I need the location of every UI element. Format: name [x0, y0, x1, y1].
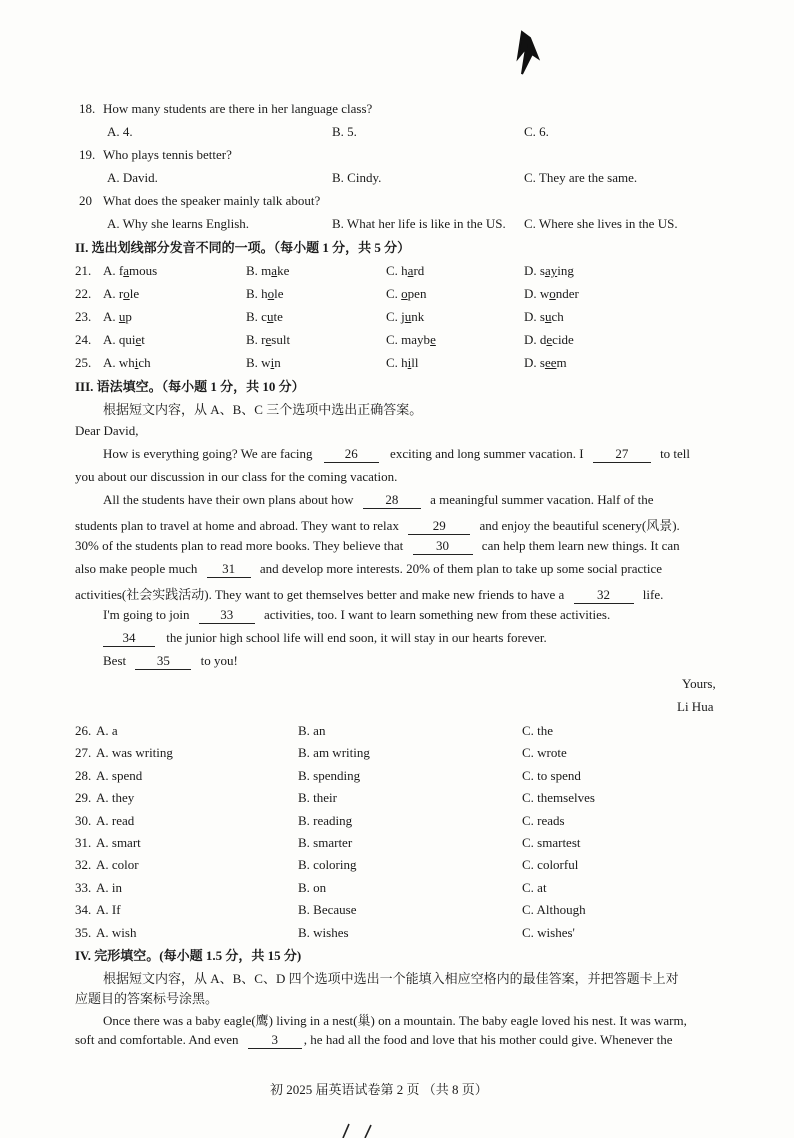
cloze-instruction: 根据短文内容，从 A、B、C、D 四个选项中选出一个能填入相应空格内的最佳答案，并把答题卡上对: [103, 971, 679, 986]
text: life.: [642, 587, 664, 602]
blank-26[interactable]: 26: [324, 446, 379, 463]
question-19: [0, 145, 794, 165]
option-c: C. wrote: [522, 745, 567, 761]
option-c: C. 6.: [524, 124, 549, 139]
text: , he had all the food and love that his mother could give. Whenever the: [303, 1032, 673, 1047]
option-c: C. smartest: [522, 835, 581, 850]
cloze-paragraph-line: Once there was a baby eagle(鹰) living in a nest(巢) on a mountain. The baby eagle loved his nest. It was warm,: [103, 1013, 687, 1028]
letter-closing: Yours,: [682, 676, 716, 691]
question-number: 19.: [79, 147, 96, 162]
question-18: [0, 99, 794, 119]
option-b: B. smarter: [298, 835, 353, 850]
option-a: A. role: [103, 286, 140, 301]
letter-line: [103, 607, 610, 624]
option-c: C. reads: [522, 812, 565, 828]
text: the junior high school life will end soon, it will stay in our hearts forever.: [166, 630, 547, 645]
text: I'm going to join: [103, 607, 190, 622]
question-number: 25.: [75, 355, 92, 370]
letter-line: [103, 630, 547, 647]
option-b: B. hole: [246, 286, 284, 301]
question-number: 29.: [75, 790, 92, 806]
option-a: A. wish: [96, 924, 137, 940]
question-number: 20: [79, 193, 92, 208]
blank-28[interactable]: 28: [363, 492, 421, 509]
option-c: C. open: [386, 286, 427, 301]
letter-line: you about our discussion in our class for the coming vacation.: [75, 469, 398, 484]
option-c: C. to spend: [522, 767, 581, 783]
question-text: What does the speaker mainly talk about?: [103, 193, 321, 208]
option-b: B. reading: [298, 812, 353, 828]
option-c: C. wishes': [522, 924, 575, 940]
letter-line: [103, 446, 690, 463]
text: and develop more interests. 20% of them plan to take up some social practice: [259, 561, 663, 576]
option-b: B. 5.: [332, 124, 357, 139]
blank-31[interactable]: 31: [207, 561, 251, 578]
blank-27[interactable]: 27: [593, 446, 651, 463]
option-a: A. famous: [103, 263, 158, 278]
letter-line: [75, 515, 680, 535]
option-d: D. seem: [524, 355, 567, 370]
question-text: Who plays tennis better?: [103, 147, 232, 162]
blank-30[interactable]: 30: [413, 538, 473, 555]
grammar-option-row: [0, 811, 794, 831]
option-c: C. hill: [386, 355, 419, 370]
option-c: C. Although: [522, 902, 586, 918]
option-b: B. an: [298, 723, 326, 738]
text: exciting and long summer vacation. I: [390, 446, 584, 461]
grammar-option-row: [0, 721, 794, 741]
question-number: 33.: [75, 879, 92, 895]
option-c: C. hard: [386, 263, 425, 278]
text: Best: [103, 653, 127, 668]
option-a: A. Why she learns English.: [107, 216, 250, 231]
text: How is everything going? We are facing: [103, 446, 313, 461]
options-20: [0, 214, 794, 234]
option-a: A. they: [96, 790, 135, 806]
option-b: B. cute: [246, 309, 283, 324]
option-c: C. maybe: [386, 332, 436, 347]
question-number: 34.: [75, 902, 92, 918]
question-number: 26.: [75, 723, 92, 738]
blank-3[interactable]: 3: [248, 1032, 302, 1049]
letter-line: [75, 584, 663, 604]
letter-salutation: Dear David,: [75, 423, 139, 438]
option-a: A. quiet: [103, 332, 145, 347]
option-d: D. saying: [524, 263, 574, 278]
blank-35[interactable]: 35: [135, 653, 191, 670]
option-a: A. 4.: [107, 124, 133, 139]
page-footer: 初 2025 届英语试卷第 2 页 （共 8 页）: [270, 1082, 488, 1097]
blank-33[interactable]: 33: [199, 607, 255, 624]
option-c: C. themselves: [522, 790, 595, 806]
option-b: B. win: [246, 355, 281, 370]
option-c: C. Where she lives in the US.: [524, 216, 678, 231]
cloze-instruction: 应题目的答案标号涂黑。: [75, 991, 219, 1006]
phonetics-heading: II. 选出划线部分发音不同的一项。（每小题 1 分，共 5 分）: [75, 240, 411, 255]
option-a: A. which: [103, 355, 151, 370]
grammar-option-row: [0, 766, 794, 786]
options-18: [0, 122, 794, 142]
text: activities(社会实践活动). They want to get themselves better and make new friends to have a: [75, 587, 565, 602]
option-c: C. junk: [386, 309, 425, 324]
text: can help them learn new things. It can: [481, 538, 680, 553]
grammar-option-row: [0, 900, 794, 920]
question-number: 22.: [75, 286, 92, 301]
letter-line: [75, 538, 680, 555]
option-b: B. wishes: [298, 924, 349, 940]
option-d: D. wonder: [524, 286, 579, 301]
option-a: A. read: [96, 812, 135, 828]
cloze-heading: IV. 完形填空。(每小题 1.5 分，共 15 分): [75, 948, 302, 963]
phonetics-row: [0, 353, 794, 373]
letter-signature: Li Hua: [677, 699, 714, 714]
question-number: 30.: [75, 812, 92, 828]
letter-line: [103, 492, 654, 509]
option-b: B. am writing: [298, 745, 370, 761]
grammar-instruction: 根据短文内容，从 A、B、C 三个选项中选出正确答案。: [103, 402, 423, 417]
option-d: D. such: [524, 309, 564, 324]
grammar-heading: III. 语法填空。（每小题 1 分，共 10 分）: [75, 379, 305, 394]
option-b: B. their: [298, 790, 337, 806]
cloze-paragraph-line: [75, 1032, 673, 1049]
grammar-option-row: [0, 923, 794, 943]
question-text: How many students are there in her language class?: [103, 101, 373, 116]
option-a: A. smart: [96, 835, 141, 850]
option-b: B. make: [246, 263, 290, 278]
question-number: 18.: [79, 101, 96, 116]
grammar-option-row: [0, 833, 794, 853]
handwritten-scribble-icon: [512, 28, 546, 78]
option-c: C. colorful: [522, 857, 579, 873]
text: students plan to travel at home and abroad. They want to relax: [75, 518, 399, 533]
blank-29[interactable]: 29: [408, 518, 470, 535]
question-20: [0, 191, 794, 211]
option-c: C. the: [522, 723, 554, 738]
question-number: 35.: [75, 924, 92, 940]
pen-mark-icon: [335, 1122, 385, 1138]
text: All the students have their own plans about how: [103, 492, 354, 507]
option-d: D. decide: [524, 332, 574, 347]
option-a: A. was writing: [96, 745, 173, 761]
grammar-option-row: [0, 788, 794, 808]
question-number: 31.: [75, 835, 92, 850]
text: 30% of the students plan to read more books. They believe that: [75, 538, 404, 553]
question-number: 27.: [75, 745, 92, 761]
option-b: B. What her life is like in the US.: [332, 216, 506, 231]
text: to tell: [660, 446, 691, 461]
option-b: B. coloring: [298, 857, 357, 873]
option-b: B. result: [246, 332, 291, 347]
phonetics-row: [0, 307, 794, 327]
question-number: 23.: [75, 309, 92, 324]
option-a: A. David.: [107, 170, 158, 185]
option-a: A. a: [96, 723, 118, 738]
letter-line: [75, 561, 662, 578]
text: to you!: [200, 653, 238, 668]
options-19: [0, 168, 794, 188]
option-b: B. Cindy.: [332, 170, 382, 185]
option-b: B. Because: [298, 902, 357, 918]
option-a: A. If: [96, 902, 121, 918]
option-a: A. spend: [96, 767, 143, 783]
phonetics-row: [0, 261, 794, 281]
phonetics-row: [0, 330, 794, 350]
letter-line: [103, 653, 238, 670]
grammar-option-row: [0, 878, 794, 898]
question-number: 28.: [75, 767, 92, 783]
grammar-option-row: [0, 743, 794, 763]
option-a: A. up: [103, 309, 132, 324]
option-c: C. at: [522, 879, 547, 895]
text: and enjoy the beautiful scenery(风景).: [479, 518, 680, 533]
blank-34[interactable]: 34: [103, 630, 155, 647]
grammar-option-row: [0, 855, 794, 875]
blank-32[interactable]: 32: [574, 587, 634, 604]
question-number: 21.: [75, 263, 92, 278]
text: also make people much: [75, 561, 198, 576]
text: a meaningful summer vacation. Half of the: [430, 492, 654, 507]
question-number: 24.: [75, 332, 92, 347]
option-c: C. They are the same.: [524, 170, 638, 185]
question-number: 32.: [75, 857, 92, 873]
option-a: A. color: [96, 857, 139, 873]
text: activities, too. I want to learn something new from these activities.: [263, 607, 611, 622]
phonetics-row: [0, 284, 794, 304]
option-a: A. in: [96, 879, 122, 895]
option-b: B. spending: [298, 767, 361, 783]
option-b: B. on: [298, 879, 327, 895]
text: soft and comfortable. And even: [75, 1032, 239, 1047]
